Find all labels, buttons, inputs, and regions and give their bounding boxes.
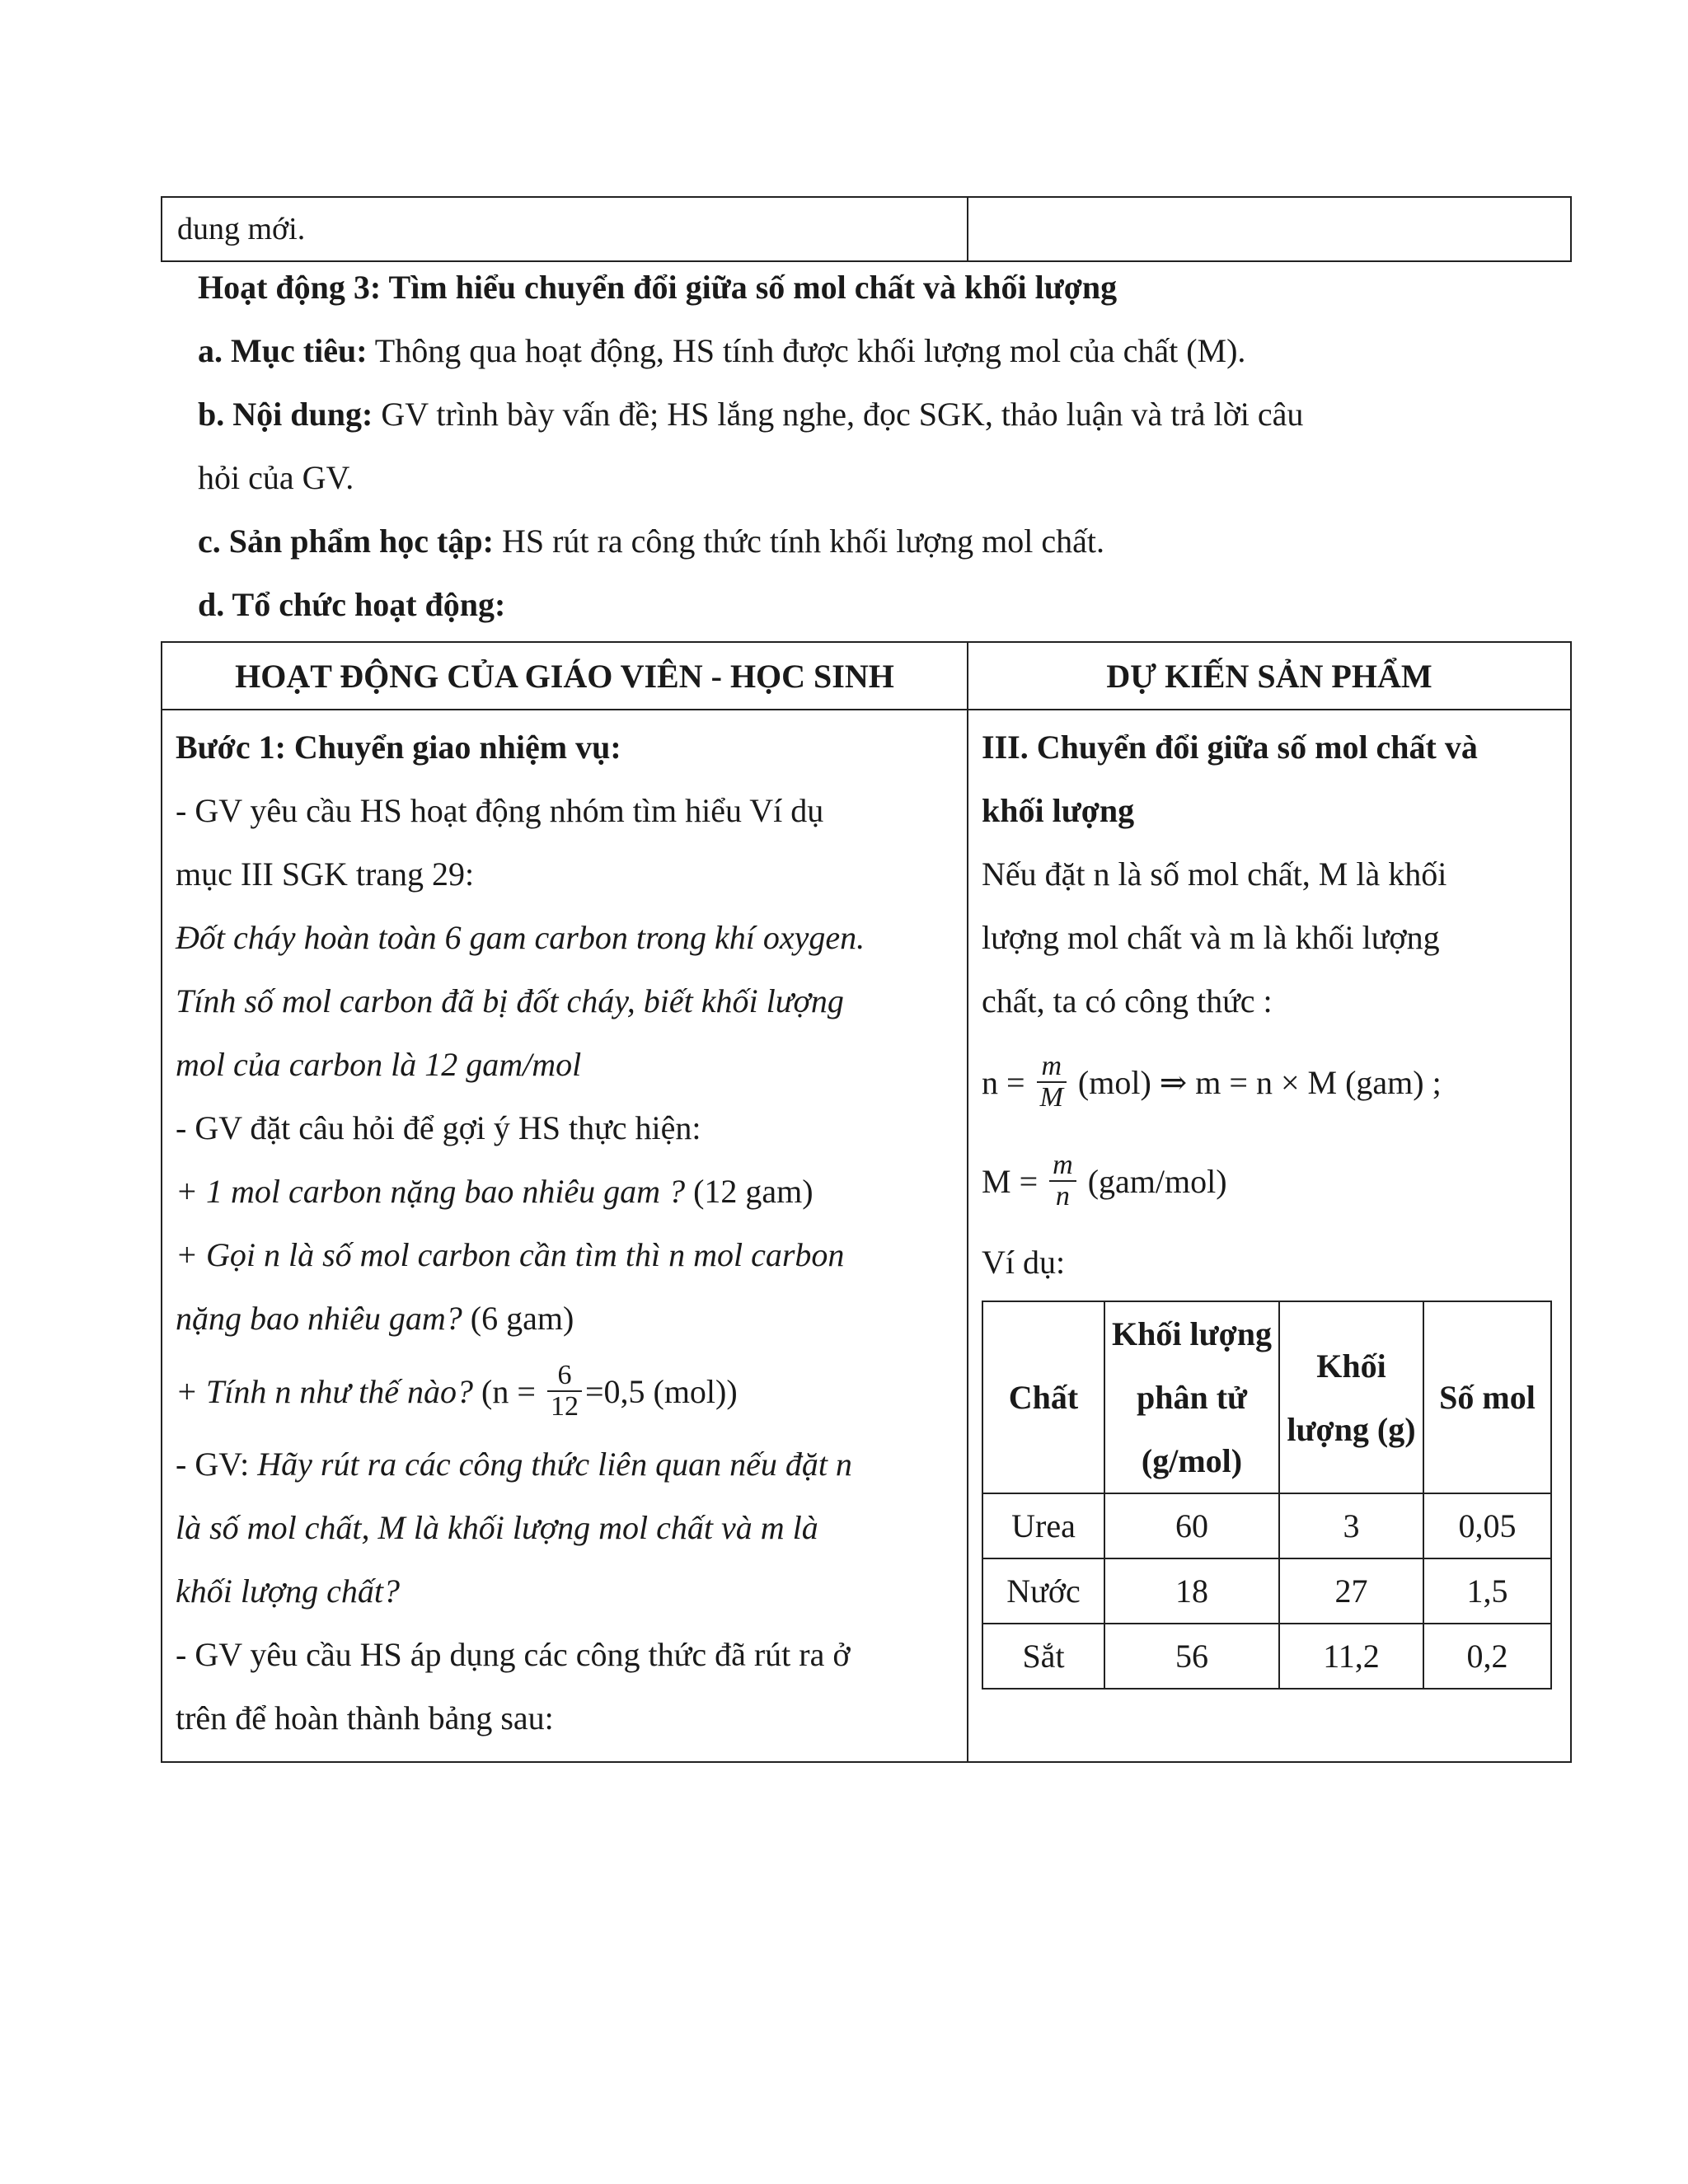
definition-line-3: chất, ta có công thức : xyxy=(982,982,1273,1019)
question-1-answer: (12 gam) xyxy=(685,1173,814,1210)
organization-label: d. Tổ chức hoạt động: xyxy=(198,586,506,623)
question-3-pre: (n = xyxy=(473,1372,544,1410)
question-1 xyxy=(176,1160,952,1223)
activity-description xyxy=(198,255,1550,636)
gv-prefix: - GV: xyxy=(176,1446,258,1483)
fraction-denominator: 12 xyxy=(550,1391,579,1422)
example-line-3: mol của carbon là 12 gam/mol xyxy=(176,1046,582,1083)
task-line-1: - GV yêu cầu HS hoạt động nhóm tìm hiểu Ví dụ xyxy=(176,792,824,829)
apply-line-2: trên để hoàn thành bảng sau: xyxy=(176,1699,554,1736)
table-row xyxy=(982,1558,1551,1624)
content-line xyxy=(198,382,1550,446)
gv-question-text-1: Hãy rút ra các công thức liên quan nếu đặt n xyxy=(257,1446,852,1483)
col-substance: Chất xyxy=(982,1301,1104,1493)
example-table xyxy=(982,1301,1552,1690)
objective-line xyxy=(198,319,1550,382)
cell-molar-mass: 56 xyxy=(1104,1624,1279,1689)
product-text: HS rút ra công thức tính khối lượng mol chất. xyxy=(493,523,1105,560)
cell-substance: Urea xyxy=(982,1493,1104,1558)
activity-title: Hoạt động 3: Tìm hiểu chuyển đổi giữa số mol chất và khối lượng xyxy=(198,269,1118,306)
objective-label: a. Mục tiêu: xyxy=(198,332,368,369)
continuation-right-cell xyxy=(968,197,1571,261)
cell-substance: Nước xyxy=(982,1558,1104,1624)
formula-n xyxy=(982,1033,1555,1132)
table-header-row xyxy=(162,642,1571,710)
section-title-line-1: III. Chuyển đổi giữa số mol chất và xyxy=(982,729,1478,766)
col-mass: Khối lượng (g) xyxy=(1279,1301,1423,1493)
product-line xyxy=(198,509,1550,573)
question-2: + Gọi n là số mol carbon cần tìm thì n mol carbon xyxy=(176,1236,845,1273)
cell-moles: 0,05 xyxy=(1423,1493,1551,1558)
fraction-numerator: 6 xyxy=(547,1361,582,1392)
question-2-text: nặng bao nhiêu gam? xyxy=(176,1300,462,1337)
formula-n-pre: n = xyxy=(982,1063,1034,1101)
teacher-student-cell xyxy=(162,710,968,1762)
example-table-header-row xyxy=(982,1301,1551,1493)
question-1-text: + 1 mol carbon nặng bao nhiêu gam ? xyxy=(176,1173,686,1210)
header-expected-product: DỰ KIẾN SẢN PHẨM xyxy=(968,642,1571,710)
formula-M xyxy=(982,1132,1555,1230)
task-line-2: mục III SGK trang 29: xyxy=(176,855,475,893)
question-3 xyxy=(176,1350,952,1432)
example-label: Ví dụ: xyxy=(982,1244,1066,1281)
expected-product-cell xyxy=(968,710,1571,1762)
objective-text: Thông qua hoạt động, HS tính được khối lượng mol của chất (M). xyxy=(367,332,1246,369)
question-3-text: + Tính n như thế nào? xyxy=(176,1372,474,1410)
cell-molar-mass: 18 xyxy=(1104,1558,1279,1624)
cell-mass: 11,2 xyxy=(1279,1624,1423,1689)
example-line-1: Đốt cháy hoàn toàn 6 gam carbon trong khí oxygen. xyxy=(176,919,865,956)
content-label: b. Nội dung: xyxy=(198,396,373,433)
cell-mass: 27 xyxy=(1279,1558,1423,1624)
fraction-6-over-12 xyxy=(547,1361,582,1421)
fraction-numerator: m xyxy=(1037,1052,1067,1083)
continuation-table xyxy=(161,196,1572,262)
activity-table xyxy=(161,641,1572,1763)
apply-line-1: - GV yêu cầu HS áp dụng các công thức đã rút ra ở xyxy=(176,1636,851,1673)
cell-moles: 0,2 xyxy=(1423,1624,1551,1689)
fraction-numerator: m xyxy=(1049,1151,1076,1182)
product-label: c. Sản phẩm học tập: xyxy=(198,523,494,560)
content-line-2: hỏi của GV. xyxy=(198,459,354,496)
cell-substance: Sắt xyxy=(982,1624,1104,1689)
formula-n-post: (mol) ⇒ m = n × M (gam) ; xyxy=(1069,1063,1442,1101)
fraction-denominator: M xyxy=(1039,1082,1063,1113)
continuation-left-cell: dung mới. xyxy=(162,197,968,261)
gv-question-line-1 xyxy=(176,1432,952,1496)
col-moles: Số mol xyxy=(1423,1301,1551,1493)
table-row xyxy=(982,1624,1551,1689)
col-molar-mass: Khối lượng phân tử (g/mol) xyxy=(1104,1301,1279,1493)
cell-mass: 3 xyxy=(1279,1493,1423,1558)
definition-line-2: lượng mol chất và m là khối lượng xyxy=(982,919,1440,956)
fraction-denominator: n xyxy=(1055,1181,1070,1212)
question-3-result: =0,5 (mol)) xyxy=(584,1372,738,1410)
section-title-line-2: khối lượng xyxy=(982,792,1135,829)
gv-question-line-2: là số mol chất, M là khối lượng mol chất và m là xyxy=(176,1509,818,1546)
example-line-2: Tính số mol carbon đã bị đốt cháy, biết khối lượng xyxy=(176,982,844,1019)
header-teacher-student: HOẠT ĐỘNG CỦA GIÁO VIÊN - HỌC SINH xyxy=(162,642,968,710)
table-row xyxy=(982,1493,1551,1558)
gv-question-line-3: khối lượng chất? xyxy=(176,1572,401,1610)
formula-M-post: (gam/mol) xyxy=(1079,1162,1227,1200)
question-intro: - GV đặt câu hỏi để gợi ý HS thực hiện: xyxy=(176,1109,701,1146)
content-text: GV trình bày vấn đề; HS lắng nghe, đọc SGK, thảo luận và trả lời câu xyxy=(373,396,1304,433)
cell-molar-mass: 60 xyxy=(1104,1493,1279,1558)
question-2-answer: (6 gam) xyxy=(462,1300,574,1337)
table-row xyxy=(162,197,1571,261)
table-row xyxy=(162,710,1571,1762)
fraction-m-over-n xyxy=(1049,1151,1076,1211)
step1-heading: Bước 1: Chuyển giao nhiệm vụ: xyxy=(176,729,621,766)
cell-moles: 1,5 xyxy=(1423,1558,1551,1624)
definition-line-1: Nếu đặt n là số mol chất, M là khối xyxy=(982,855,1447,893)
question-2-cont xyxy=(176,1286,952,1350)
fraction-m-over-M xyxy=(1037,1052,1067,1112)
formula-M-pre: M = xyxy=(982,1162,1047,1200)
